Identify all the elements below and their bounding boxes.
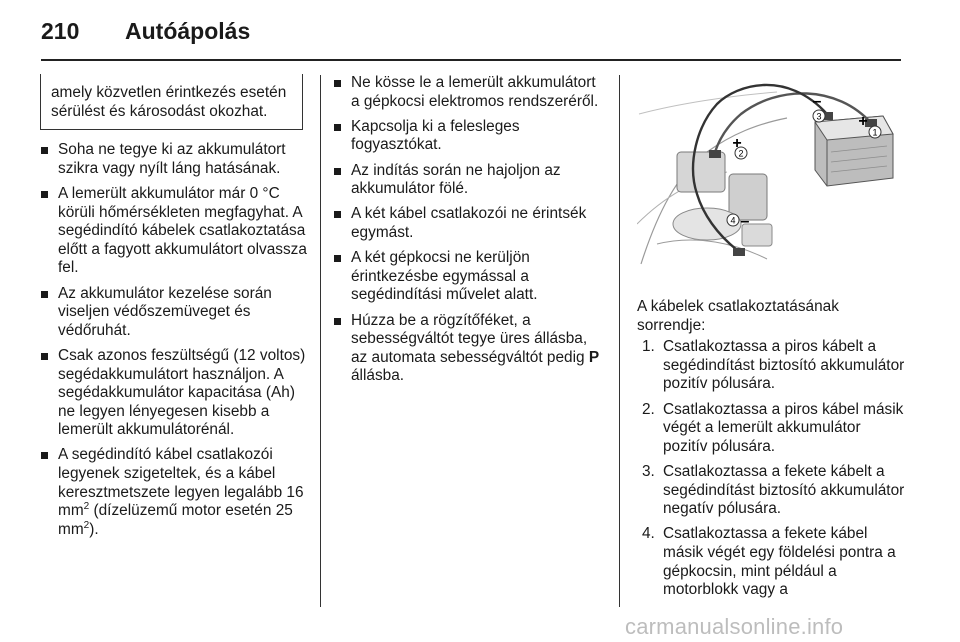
plus-sign: + bbox=[732, 135, 742, 152]
watermark: carmanualsonline.info bbox=[625, 614, 844, 639]
list-item-text: állásba. bbox=[351, 367, 405, 385]
step-text: Csatlakoztassa a fekete kábel másik végét egy földelési pontra a gépkocsin, mint például a motorblokk vagy a bbox=[663, 525, 896, 599]
column-2 bbox=[333, 74, 605, 392]
jump-start-illustration bbox=[637, 74, 901, 286]
list-item: Csak azonos feszültségű (12 voltos) segédakkumulátort használjon. A segédakkumulátor kapacitása (Ah) ne legyen lényegesen kisebb a lemerült akkumulátorénál. bbox=[40, 347, 310, 440]
list-item-text: (dízelüzemű motor esetén 25 mm bbox=[58, 502, 293, 538]
column-3 bbox=[637, 74, 907, 606]
step-text: Csatlakoztassa a fekete kábelt a segédindítást biztosító akkumulátor negatív pólusára. bbox=[663, 462, 905, 518]
warning-box bbox=[40, 74, 303, 130]
step-number: 3. bbox=[642, 462, 655, 480]
minus-sign: – bbox=[740, 213, 750, 230]
list-item bbox=[642, 525, 907, 599]
steps-intro: A kábelek csatlakoztatásának sorrendje: bbox=[637, 298, 839, 334]
superscript: 2 bbox=[83, 501, 90, 513]
page-number: 210 bbox=[41, 18, 80, 44]
list-item-text: A segédindító kábel csatlakozói legyenek szigeteltek, és a kábel keresztmetszete legyen legalább 16 mm bbox=[58, 446, 304, 520]
figure-label-2: 2 bbox=[738, 148, 744, 159]
steps-list bbox=[637, 338, 907, 600]
bullet-list-col2 bbox=[333, 74, 605, 386]
list-item: A lemerült akkumulátor már 0 °C körüli hőmérsékleten megfagyhat. A segédindító kábelek csatlakoztatása előtt a fagyott akkumulátort olvassza fel. bbox=[40, 185, 310, 278]
bullet-list-col1 bbox=[40, 141, 310, 539]
warning-text: amely közvetlen érintkezés esetén sérülést és károsodást okozhat. bbox=[51, 84, 287, 120]
list-item-text: Húzza be a rögzítőféket, a sebességváltót tegye üres állásba, az automata sebességváltót pedig bbox=[351, 311, 589, 366]
page-title: Autóápolás bbox=[125, 18, 251, 44]
list-item bbox=[333, 312, 605, 386]
list-item: A két kábel csatlakozói ne érintsék egymást. bbox=[333, 205, 605, 242]
list-item: Kapcsolja ki a felesleges fogyasztókat. bbox=[333, 118, 605, 155]
superscript: 2 bbox=[83, 519, 90, 531]
list-item: Ne kösse le a lemerült akkumulátort a gépkocsi elektromos rendszeréről. bbox=[333, 74, 605, 111]
list-item: Soha ne tegye ki az akkumulátort szikra vagy nyílt láng hatásának. bbox=[40, 141, 310, 178]
minus-sign: – bbox=[812, 93, 822, 110]
step-text: Csatlakoztassa a piros kábelt a segédindítást biztosító akkumulátor pozitív pólusára. bbox=[663, 338, 905, 393]
step-number: 2. bbox=[642, 400, 655, 418]
list-item: Az akkumulátor kezelése során viseljen védőszemüveget és védőruhát. bbox=[40, 285, 310, 341]
step-number: 1. bbox=[642, 338, 655, 356]
list-item bbox=[642, 338, 907, 394]
figure-label-4: 4 bbox=[730, 215, 736, 226]
column-divider-left bbox=[320, 75, 321, 607]
list-item: A két gépkocsi ne kerüljön érintkezésbe egymással a segédindítási művelet alatt. bbox=[333, 249, 605, 305]
step-text: Csatlakoztassa a piros kábel másik végét a lemerült akkumulátor pozitív pólusára. bbox=[663, 400, 904, 455]
jump-start-diagram-icon bbox=[637, 74, 901, 286]
list-item bbox=[40, 446, 310, 539]
figure-label-1: 1 bbox=[872, 127, 878, 138]
list-item-text: ). bbox=[89, 520, 99, 538]
plus-sign: + bbox=[858, 113, 868, 130]
header-rule bbox=[41, 59, 901, 61]
step-number: 4. bbox=[642, 525, 655, 543]
column-divider-right bbox=[619, 75, 620, 607]
figure-label-3: 3 bbox=[816, 111, 822, 122]
list-item: Az indítás során ne hajoljon az akkumulátor fölé. bbox=[333, 162, 605, 199]
list-item bbox=[642, 401, 907, 457]
column-1 bbox=[40, 74, 310, 546]
gear-position-p: P bbox=[588, 348, 600, 366]
list-item bbox=[642, 463, 907, 519]
